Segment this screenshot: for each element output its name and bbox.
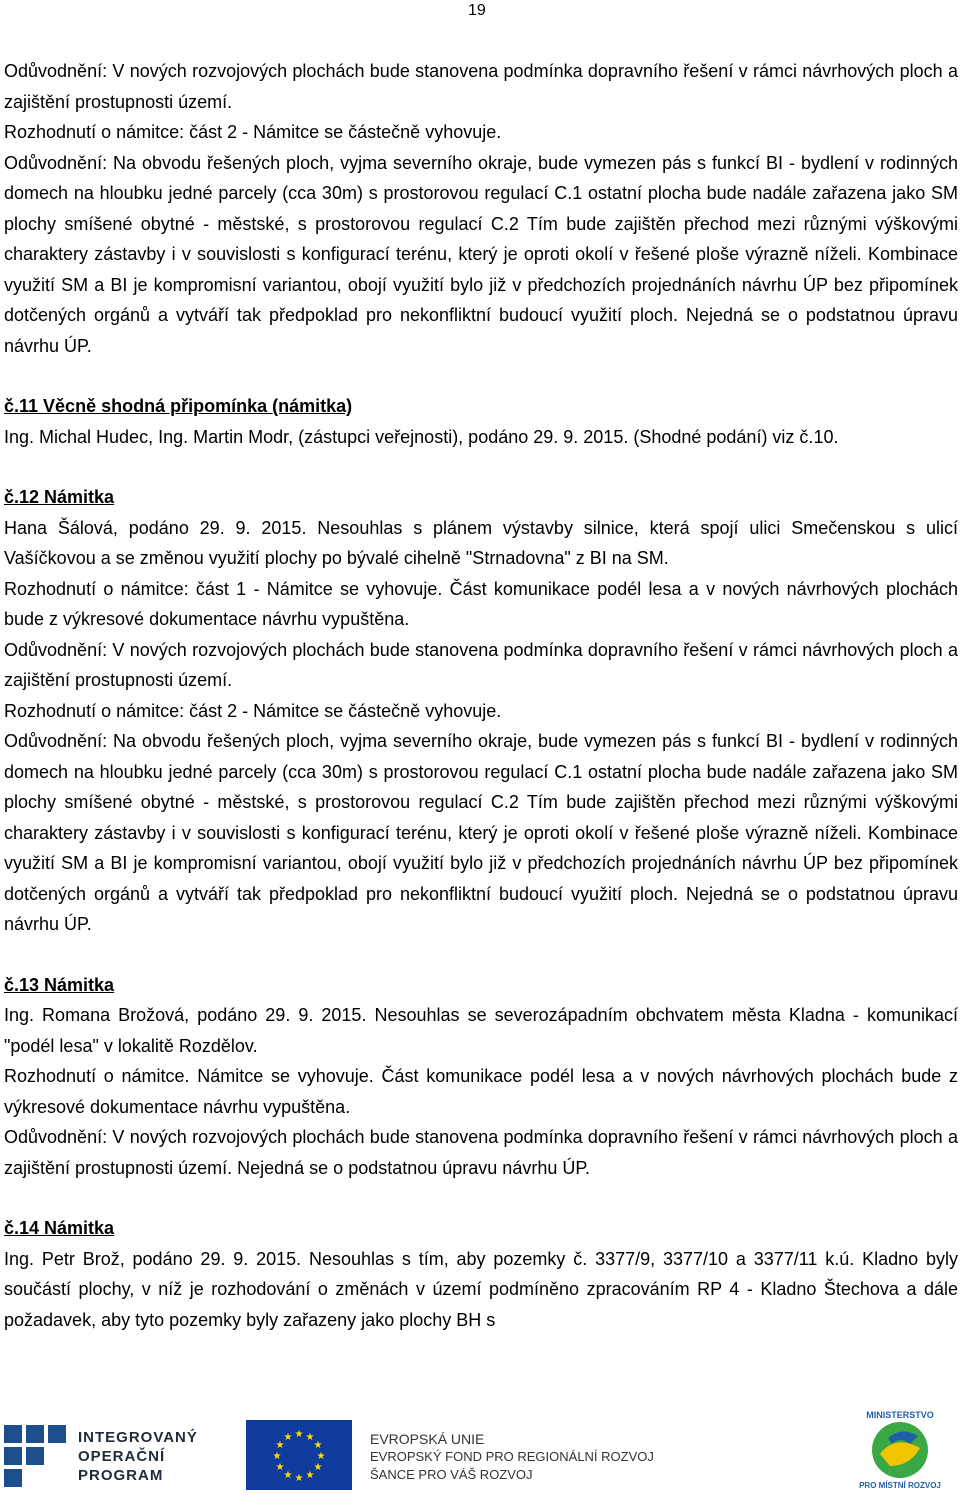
svg-text:★: ★	[305, 1470, 315, 1481]
section-heading-12: č.12 Námitka	[4, 487, 115, 507]
svg-text:★: ★	[313, 1440, 323, 1451]
iop-logo	[4, 1422, 224, 1490]
iop-line: OPERAČNÍ	[78, 1447, 166, 1465]
page-number: 19	[468, 2, 486, 19]
paragraph: Ing. Michal Hudec, Ing. Martin Modr, (zástupci veřejnosti), podáno 29. 9. 2015. (Shodné podání) viz č.10.	[4, 426, 839, 447]
paragraph: Ing. Petr Brož, podáno 29. 9. 2015. Nesouhlas s tím, aby pozemky č. 3377/9, 3377/10 a 3377/11 k.ú. Kladno byly součástí plochy, v níž je rozhodování o změnách v území podmíněno zpracováním RP 4 - Kladno Štechova a dále požadavek, aby tyto pozemky byly zařazeny jako plochy BH s	[4, 1248, 958, 1330]
paragraph: Rozhodnutí o námitce: část 1 - Námitce se vyhovuje. Část komunikace podél lesa a v nových návrhových plochách bude z výkresové dokumentace návrhu vypuštěna.	[4, 578, 958, 629]
paragraph: Rozhodnutí o námitce: část 2 - Námitce se částečně vyhovuje.	[4, 122, 502, 142]
svg-text:★: ★	[316, 1451, 326, 1462]
iop-text	[78, 1428, 198, 1485]
paragraph: Odůvodnění: V nových rozvojových plochách bude stanovena podmínka dopravního řešení v rámci návrhových ploch a zajištění prostupnosti území. Nejedná se o podstatnou úpravu návrhu ÚP.	[4, 1127, 958, 1178]
svg-text:★: ★	[294, 1429, 304, 1440]
svg-text:★: ★	[294, 1473, 304, 1484]
svg-text:★: ★	[283, 1432, 293, 1443]
mmr-line: MINISTERSTVO	[866, 1410, 934, 1420]
paragraph: Odůvodnění: Na obvodu řešených ploch, vyjma severního okraje, bude vymezen pás s funkcí BI - bydlení v rodinných domech na hloubku jedné parcely (cca 30m) s prostorovou regulací C.1 ostatní plocha bude nadále zařazena jako SM plochy smíšené obytné - městské, s prostorovou regulací C.2 Tím bude zajištěn přechod mezi různými výškovými charaktery zástavby i v souvislosti s konfigurací terénu, který je oproti okolí v řešené ploše výrazně níželi. Kombinace využití SM a BI je kompromisní variantou, obojí využití bylo již v předchozích projednáních návrhu ÚP bez připomínek dotčených orgánů a vytváří tak předpoklad pro nekonfliktní budoucí využití ploch. Nejedná se o podstatnou úpravu návrhu ÚP.	[4, 152, 958, 356]
paragraph: Rozhodnutí o námitce: část 2 - Námitce se částečně vyhovuje.	[4, 700, 502, 721]
svg-text:★: ★	[313, 1462, 323, 1473]
svg-text:★: ★	[283, 1470, 293, 1481]
footer-logos	[0, 1404, 960, 1490]
spacer	[4, 940, 958, 970]
paragraph: Odůvodnění: Na obvodu řešených ploch, vyjma severního okraje, bude vymezen pás s funkcí BI - bydlení v rodinných domech na hloubku jedné parcely (cca 30m) s prostorovou regulací C.1 ostatní plocha bude nadále zařazena jako SM plochy smíšené obytné - městské, s prostorovou regulací C.2 Tím bude zajištěn přechod mezi různými výškovými charaktery zástavby i v souvislosti s konfigurací terénu, který je oproti okolí v řešené ploše výrazně níželi. Kombinace využití SM a BI je kompromisní variantou, obojí využití bylo již v předchozích projednáních návrhu ÚP bez připomínek dotčených orgánů a vytváří tak předpoklad pro nekonfliktní budoucí využití ploch. Nejedná se o podstatnou úpravu návrhu ÚP.	[4, 731, 958, 934]
section-heading-14: č.14 Námitka	[4, 1218, 115, 1238]
svg-text:★: ★	[272, 1451, 282, 1462]
spacer	[4, 361, 958, 391]
mmr-logo-icon	[840, 1404, 960, 1490]
svg-text:★: ★	[275, 1462, 285, 1473]
document-body	[4, 56, 958, 1335]
spacer	[4, 1183, 958, 1213]
iop-squares-icon	[4, 1425, 66, 1487]
iop-line: INTEGROVANÝ	[78, 1428, 198, 1446]
paragraph: Ing. Romana Brožová, podáno 29. 9. 2015. Nesouhlas se severozápadním obchvatem města Kladna - komunikací "podél lesa" v lokalitě Rozdělov.	[4, 1005, 958, 1056]
svg-text:★: ★	[305, 1432, 315, 1443]
paragraph: Odůvodnění: V nových rozvojových plochách bude stanovena podmínka dopravního řešení v rámci návrhových ploch a zajištění prostupnosti území.	[4, 639, 958, 690]
paragraph: Hana Šálová, podáno 29. 9. 2015. Nesouhlas s plánem výstavby silnice, která spojí ulici Smečenskou s ulicí Vašíčkovou a se změnou využití plochy po bývalé cihelně "Strnadovna" z BI na SM.	[4, 517, 958, 568]
eu-text	[370, 1430, 654, 1484]
iop-line: PROGRAM	[78, 1466, 164, 1484]
eu-line: EVROPSKÝ FOND PRO REGIONÁLNÍ ROZVOJ	[370, 1449, 654, 1464]
paragraph: Odůvodnění: V nových rozvojových plochách bude stanovena podmínka dopravního řešení v rámci návrhových ploch a zajištění prostupnosti území.	[4, 61, 958, 112]
eu-flag-icon	[246, 1420, 352, 1490]
spacer	[4, 452, 958, 482]
mmr-line: PRO MÍSTNÍ ROZVOJ	[859, 1481, 941, 1490]
eu-line: EVROPSKÁ UNIE	[370, 1431, 485, 1447]
svg-text:★: ★	[275, 1440, 285, 1451]
section-heading-11: č.11 Věcně shodná připomínka (námitka)	[4, 396, 353, 416]
eu-line: ŠANCE PRO VÁŠ ROZVOJ	[370, 1467, 533, 1482]
section-heading-13: č.13 Námitka	[4, 974, 115, 995]
paragraph: Rozhodnutí o námitce. Námitce se vyhovuje. Část komunikace podél lesa a v nových návrhových plochách bude z výkresové dokumentace návrhu vypuštěna.	[4, 1066, 958, 1117]
